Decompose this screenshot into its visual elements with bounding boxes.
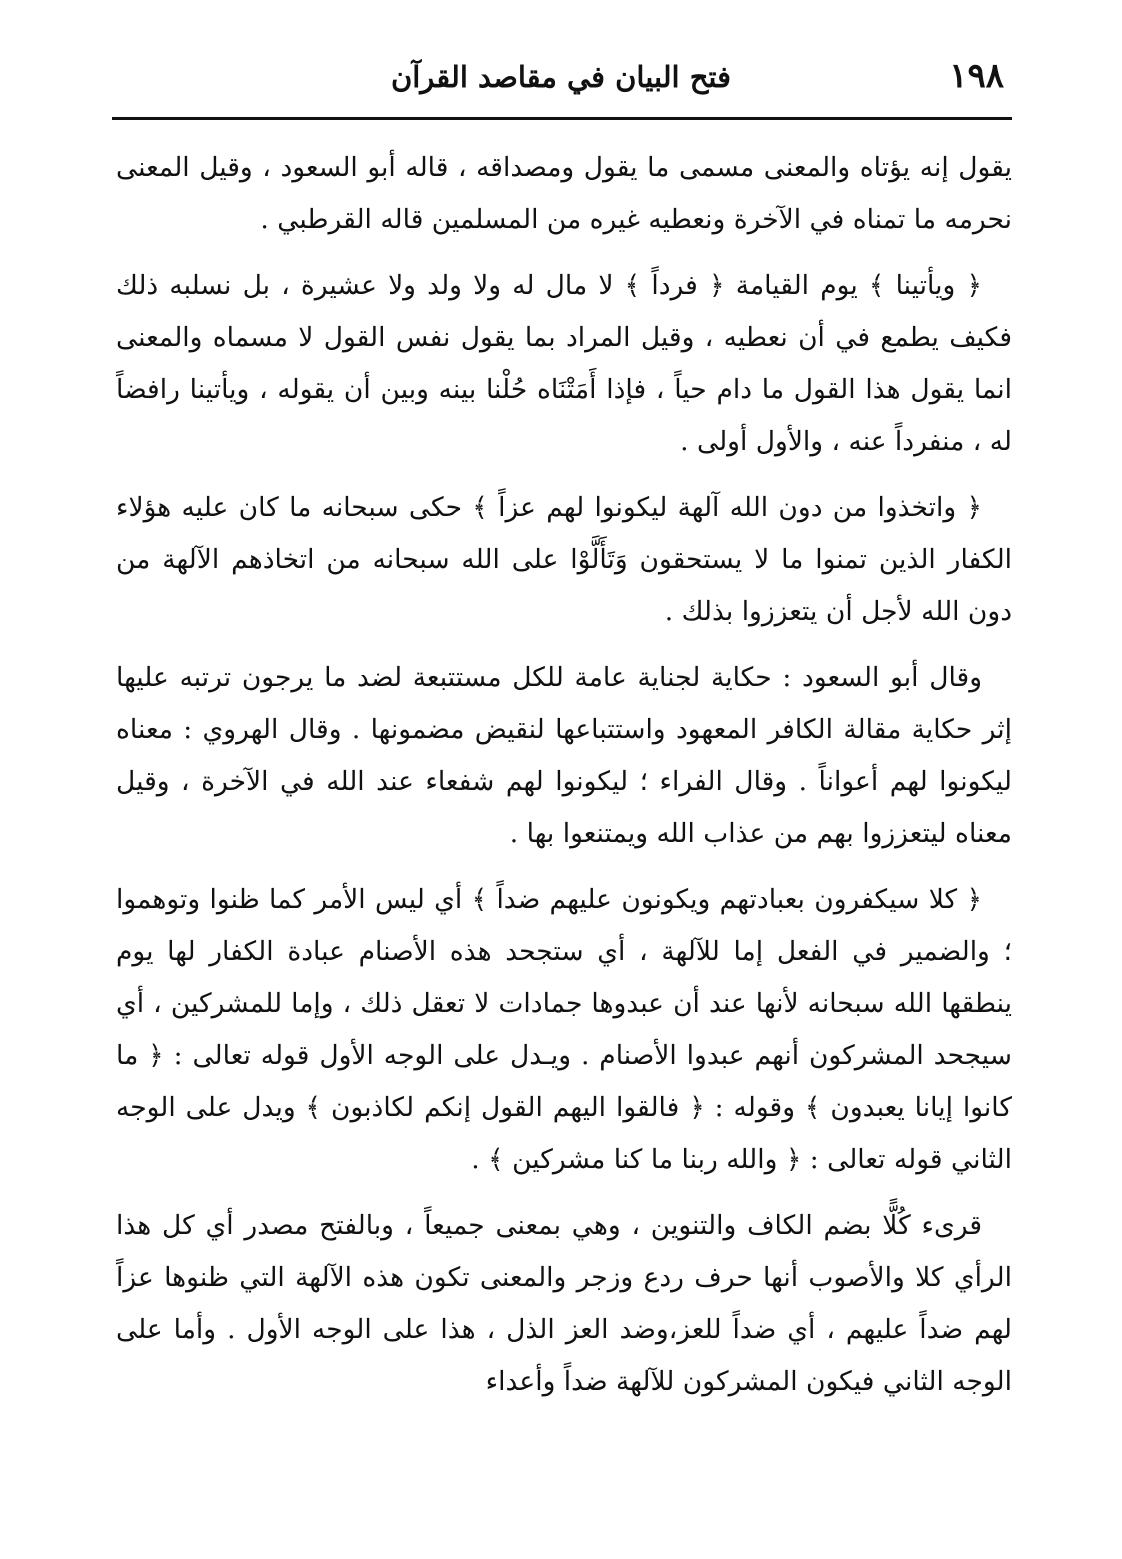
paragraph-3: ﴿ واتخذوا من دون الله آلهة ليكونوا لهم عزاً ﴾ حكى سبحانه ما كان عليه هؤلاء الكفار الذين تمنوا ما لا يستحقون وَتَأَلَّوْا على الله سبحانه من اتخاذهم الآلهة من دون الله لأجل أن يتعززوا بذلك . — [116, 492, 1012, 627]
page-number: ١٩٨ — [949, 56, 1004, 96]
running-title: فتح البيان في مقاصد القرآن — [390, 60, 732, 94]
paragraph-2: ﴿ ويأتينا ﴾ يوم القيامة ﴿ فرداً ﴾ لا مال له ولا ولد ولا عشيرة ، بل نسلبه ذلك فكيف يطمع في أن نعطيه ، وقيل المراد بما يقول نفس القول لا مسماه والمعنى انما يقول هذا القول ما دام حياً ، فإذا أَمَتْنَاه حُلْنا بينه وبين أن يقوله ، ويأتينا رافضاً له ، منفرداً عنه ، والأول أولى . — [116, 270, 1012, 457]
header-divider — [112, 117, 1012, 120]
paragraph-1: يقول إنه يؤتاه والمعنى مسمى ما يقول ومصداقه ، قاله أبو السعود ، وقيل المعنى نحرمه ما تمناه في الآخرة ونعطيه غيره من المسلمين قاله القرطبي . — [116, 152, 1012, 235]
page-body — [116, 142, 1012, 1422]
paragraph-4: وقال أبو السعود : حكاية لجناية عامة للكل مستتبعة لضد ما يرجون ترتبه عليها إثر حكاية مقالة الكافر المعهود واستتباعها لنقيض مضمونها . وقال الهروي : معناه ليكونوا لهم أعواناً . وقال الفراء ؛ ليكونوا لهم شفعاء عند الله في الآخرة ، وقيل معناه ليتعززوا بهم من عذاب الله ويمتنعوا بها . — [116, 662, 1012, 849]
paragraph-6: قرىء كُلًّا بضم الكاف والتنوين ، وهي بمعنى جميعاً ، وبالفتح مصدر أي كل هذا الرأي كلا والأصوب أنها حرف ردع وزجر والمعنى تكون هذه الآلهة التي ظنوها عزاً لهم ضداً عليهم ، أي ضداً للعز،وضد العز الذل ، هذا على الوجه الأول . وأما على الوجه الثاني فيكون المشركون للآلهة ضداً وأعداء — [116, 1210, 1012, 1397]
paragraph-5: ﴿ كلا سيكفرون بعبادتهم ويكونون عليهم ضداً ﴾ أي ليس الأمر كما ظنوا وتوهموا ؛ والضمير في الفعل إما للآلهة ، أي ستجحد هذه الأصنام عبادة الكفار لها يوم ينطقها الله سبحانه لأنها عند أن عبدوها جمادات لا تعقل ذلك ، وإما للمشركين ، أي سيجحد المشركون أنهم عبدوا الأصنام . ويـدل على الوجه الأول قوله تعالى : ﴿ ما كانوا إيانا يعبدون ﴾ وقوله : ﴿ فالقوا اليهم القول إنكم لكاذبون ﴾ ويدل على الوجه الثاني قوله تعالى : ﴿ والله ربنا ما كنا مشركين ﴾ . — [116, 884, 1012, 1175]
